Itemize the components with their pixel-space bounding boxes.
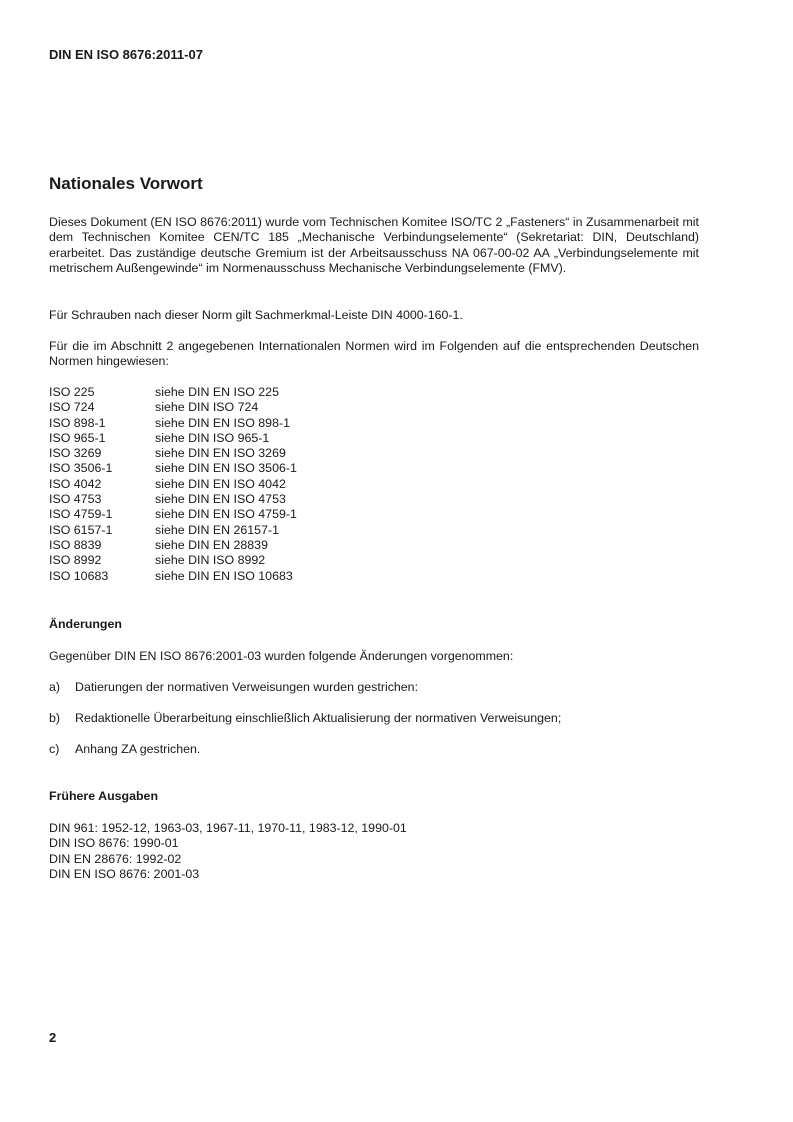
change-item — [49, 711, 561, 725]
din-equivalent: siehe DIN EN ISO 10683 — [155, 568, 293, 583]
iso-standard: ISO 3269 — [49, 446, 102, 461]
reference-row — [49, 569, 297, 584]
din-equivalent: siehe DIN EN ISO 4042 — [155, 476, 286, 491]
change-item-text: Anhang ZA gestrichen. — [75, 742, 201, 756]
screws-paragraph: Für Schrauben nach dieser Norm gilt Sachmerkmal-Leiste DIN 4000-160-1. — [49, 308, 463, 322]
iso-standard: ISO 10683 — [49, 568, 109, 583]
iso-standard: ISO 6157-1 — [49, 522, 113, 537]
change-item-text: Datierungen der normativen Verweisungen wurden gestrichen: — [75, 680, 419, 694]
reference-row — [49, 400, 297, 415]
reference-row — [49, 553, 297, 568]
iso-standard: ISO 3506-1 — [49, 461, 113, 476]
reference-row — [49, 507, 297, 522]
din-equivalent: siehe DIN ISO 8992 — [155, 553, 266, 568]
changes-intro: Gegenüber DIN EN ISO 8676:2001-03 wurden folgende Änderungen vorgenommen: — [49, 649, 514, 663]
change-item-letter: b) — [49, 711, 61, 725]
document-code-header: DIN EN ISO 8676:2011-07 — [49, 47, 203, 62]
previous-edition-line: DIN ISO 8676: 1990-01 — [49, 836, 179, 851]
previous-editions-list — [49, 821, 407, 882]
din-equivalent: siehe DIN EN ISO 3506-1 — [155, 461, 297, 476]
reference-list — [49, 385, 297, 584]
previous-edition-line: DIN EN ISO 8676: 2001-03 — [49, 866, 200, 881]
change-item — [49, 742, 200, 756]
change-item-letter: a) — [49, 680, 61, 694]
previous-edition-line: DIN 961: 1952-12, 1963-03, 1967-11, 1970-11, 1983-12, 1990-01 — [49, 821, 407, 835]
reference-row — [49, 385, 297, 400]
din-equivalent: siehe DIN EN 26157-1 — [155, 522, 279, 537]
iso-standard: ISO 8992 — [49, 553, 102, 568]
reference-row — [49, 446, 297, 461]
reference-row — [49, 416, 297, 431]
din-equivalent: siehe DIN EN ISO 898-1 — [155, 415, 290, 430]
din-equivalent: siehe DIN EN ISO 225 — [155, 385, 279, 399]
previous-editions-heading: Frühere Ausgaben — [49, 789, 159, 803]
din-equivalent: siehe DIN EN ISO 4753 — [155, 492, 286, 507]
section-title: Nationales Vorwort — [49, 174, 203, 193]
reference-row — [49, 477, 297, 492]
iso-standard: ISO 4759-1 — [49, 507, 113, 522]
changes-heading: Änderungen — [49, 617, 122, 631]
iso-standard: ISO 965-1 — [49, 430, 106, 445]
page-number: 2 — [49, 1030, 57, 1045]
din-equivalent: siehe DIN EN ISO 4759-1 — [155, 507, 297, 522]
intro-paragraph: Dieses Dokument (EN ISO 8676:2011) wurde vom Technischen Komitee ISO/TC 2 „Fasteners“ in Zusammenarbeit mit dem Technischen Komitee CEN/TC 185 „Mechanische Verbindungselemente“ (Sekretariat: DIN, Deutschland) erarbeitet. Das zuständige deutsche Gremium ist der Arbeitsausschuss NA 067-00-02 AA „Verbindungselemente mit metrischem Außengewinde“ im Normenausschuss Mechanische Verbindungselemente (FMV). — [49, 215, 699, 275]
din-equivalent: siehe DIN EN 28839 — [155, 537, 268, 552]
reference-row — [49, 523, 297, 538]
iso-standard: ISO 724 — [49, 400, 95, 415]
iso-standard: ISO 8839 — [49, 537, 102, 552]
references-intro-paragraph: Für die im Abschnitt 2 angegebenen Internationalen Normen wird im Folgenden auf die entsprechenden Deutschen Normen hingewiesen: — [49, 339, 699, 369]
change-item-letter: c) — [49, 742, 60, 756]
iso-standard: ISO 898-1 — [49, 415, 106, 430]
reference-row — [49, 538, 297, 553]
din-equivalent: siehe DIN ISO 965-1 — [155, 430, 270, 445]
iso-standard: ISO 4753 — [49, 492, 102, 507]
iso-standard: ISO 225 — [49, 385, 95, 399]
change-item-text: Redaktionelle Überarbeitung einschließlich Aktualisierung der normativen Verweisungen; — [75, 711, 562, 725]
change-item — [49, 680, 418, 694]
iso-standard: ISO 4042 — [49, 476, 102, 491]
previous-edition-line: DIN EN 28676: 1992-02 — [49, 851, 182, 866]
din-equivalent: siehe DIN EN ISO 3269 — [155, 446, 286, 461]
reference-row — [49, 431, 297, 446]
reference-row — [49, 461, 297, 476]
din-equivalent: siehe DIN ISO 724 — [155, 400, 259, 415]
reference-row — [49, 492, 297, 507]
